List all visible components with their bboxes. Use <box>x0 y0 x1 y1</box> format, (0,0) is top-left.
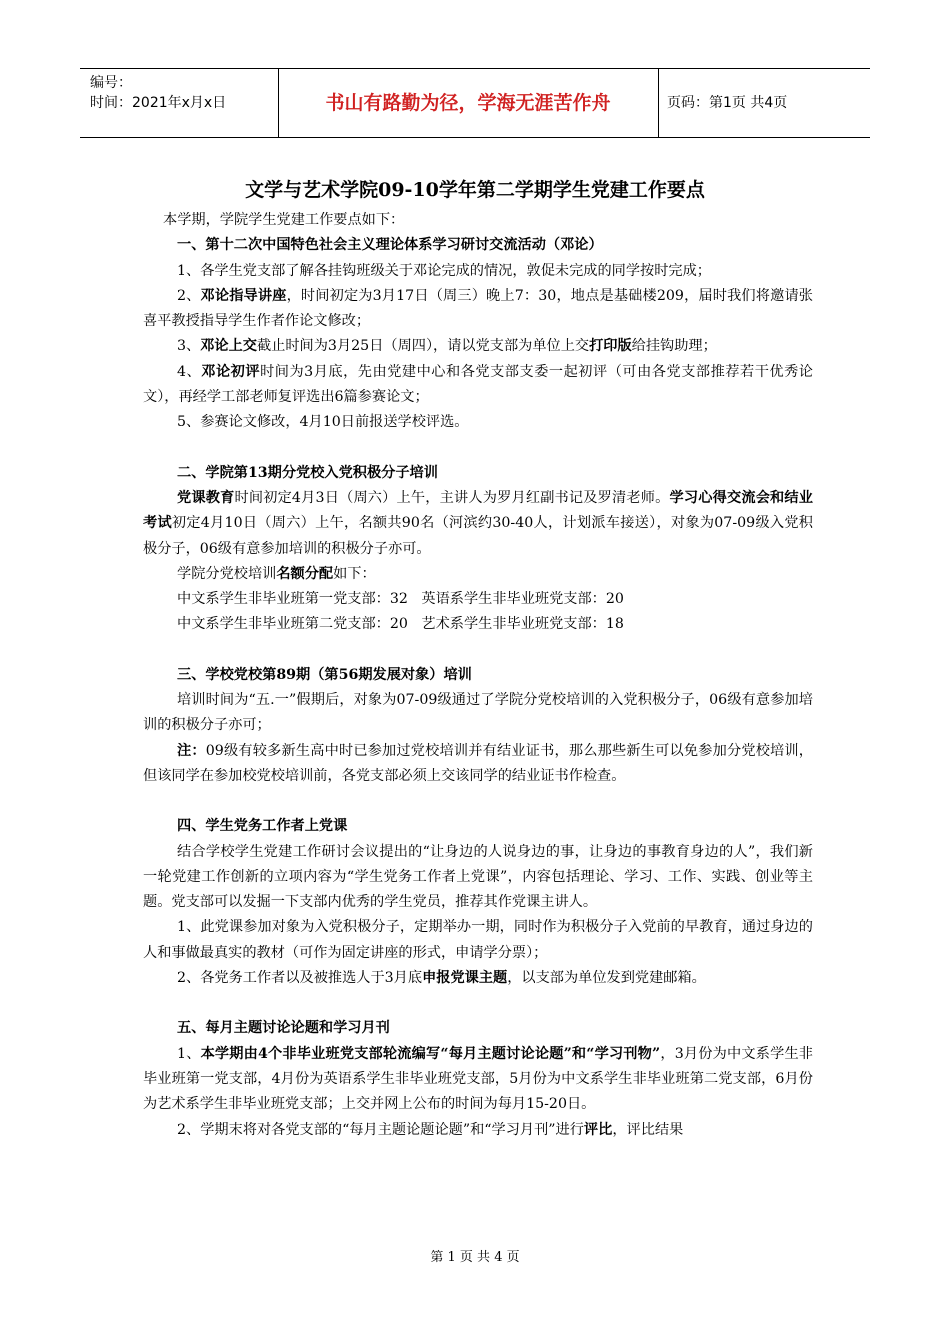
section-2-paragraph-1: 党课教育时间初定4月3日（周六）上午，主讲人为罗月红副书记及罗清老师。学习心得交流会和结业考试初定4月10日（周六）上午，名额共90名（河滨约30-40人，计划派车接送），对象为07-09级入党积极分子，06级有意参加培训的积极分子亦可。 <box>143 489 813 557</box>
section-1-heading: 一、第十二次中国特色社会主义理论体系学习研讨交流活动（邓论） <box>177 237 603 254</box>
section-5-heading: 五、每月主题讨论论题和学习月刊 <box>177 1020 390 1037</box>
section-5-item-2: 2、学期末将对各党支部的“每月主题论题论题”和“学习月刊”进行评比，评比结果 <box>177 1121 684 1138</box>
section-1-item-3: 3、邓论上交截止时间为3月25日（周四），请以党支部为单位上交打印版给挂钩助理； <box>177 338 717 355</box>
section-3-note: 注：09级有较多新生高中时已参加过党校培训并有结业证书，那么那些新生可以免参加分党校培训，但该同学在参加校党校培训前，各党支部必须上交该同学的结业证书作检查。 <box>143 742 813 784</box>
section-5-item-1: 1、本学期由4个非毕业班党支部轮流编写“每月主题讨论论题”和“学习刊物”，3月份为中文系学生非毕业班第一党支部，4月份为英语系学生非毕业班党支部，5月份为中文系学生非毕业班第二党支部，6月份为艺术系学生非毕业班党支部；上交并网上公布的时间为每月15-20日。 <box>143 1045 813 1113</box>
section-3-paragraph-1: 培训时间为“五.一”假期后，对象为07-09级通过了学院分党校培训的入党积极分子，06级有意参加培训的积极分子亦可； <box>143 692 813 734</box>
section-3-heading: 三、学校党校第89期（第56期发展对象）培训 <box>177 666 472 683</box>
section-1-item-2: 2、邓论指导讲座，时间初定为3月17日（周三）晚上7：30，地点是基础楼209，届时我们将邀请张喜平教授指导学生作者作论文修改； <box>143 287 813 330</box>
section-1-item-1: 1、各学生党支部了解各挂钩班级关于邓论完成的情况，敦促未完成的同学按时完成； <box>177 262 711 279</box>
intro-paragraph: 本学期，学院学生党建工作要点如下： <box>163 212 405 228</box>
time-label: 时间：2021年x月x日 <box>90 95 227 111</box>
section-2-heading: 二、学院第13期分党校入党积极分子培训 <box>177 464 438 481</box>
section-4-item-1: 1、此党课参加对象为入党积极分子，定期举办一期，同时作为积极分子入党前的早教育，通过身边的人和事做最真实的教材（可作为固定讲座的形式，申请学分票）； <box>143 919 813 961</box>
section-4-paragraph-1: 结合学校学生党建工作研讨会议提出的“让身边的人说身边的事，让身边的事教育身边的人”，我们新一轮党建工作创新的立项内容为“学生党务工作者上党课”，内容包括理论、学习、工作、实践、创业等主题。党支部可以发掘一下支部内优秀的学生党员，推荐其作党课主讲人。 <box>143 843 813 911</box>
document-body <box>143 208 813 1143</box>
quota-line-1: 中文系学生非毕业班第一党支部：32 英语系学生非毕业班党支部：20 <box>177 591 624 608</box>
header-meta <box>90 73 280 113</box>
section-4-heading: 四、学生党务工作者上党课 <box>177 818 348 835</box>
header-divider <box>658 69 659 137</box>
section-1-item-5: 5、参赛论文修改，4月10日前报送学校评选。 <box>177 414 469 431</box>
quota-line-2: 中文系学生非毕业班第二党支部：20 艺术系学生非毕业班党支部：18 <box>177 616 624 633</box>
document-header <box>80 68 870 138</box>
header-page-info: 页码：第1页 共4页 <box>667 95 788 111</box>
page-footer: 第 1 页 共 4 页 <box>430 1250 520 1265</box>
section-1-item-4: 4、邓论初评时间为3月底，先由党建中心和各党支部支委一起初评（可由各党支部推荐若干优秀论文），再经学工部老师复评选出6篇参赛论文； <box>143 363 813 406</box>
header-motto: 书山有路勤为径，学海无涯苦作舟 <box>325 92 611 114</box>
number-label: 编号： <box>90 75 132 91</box>
document-title: 文学与艺术学院09-10学年第二学期学生党建工作要点 <box>245 179 705 201</box>
section-4-item-2: 2、各党务工作者以及被推选人于3月底申报党课主题，以支部为单位发到党建邮箱。 <box>177 970 706 987</box>
section-2-paragraph-2: 学院分党校培训名额分配如下： <box>177 565 376 582</box>
